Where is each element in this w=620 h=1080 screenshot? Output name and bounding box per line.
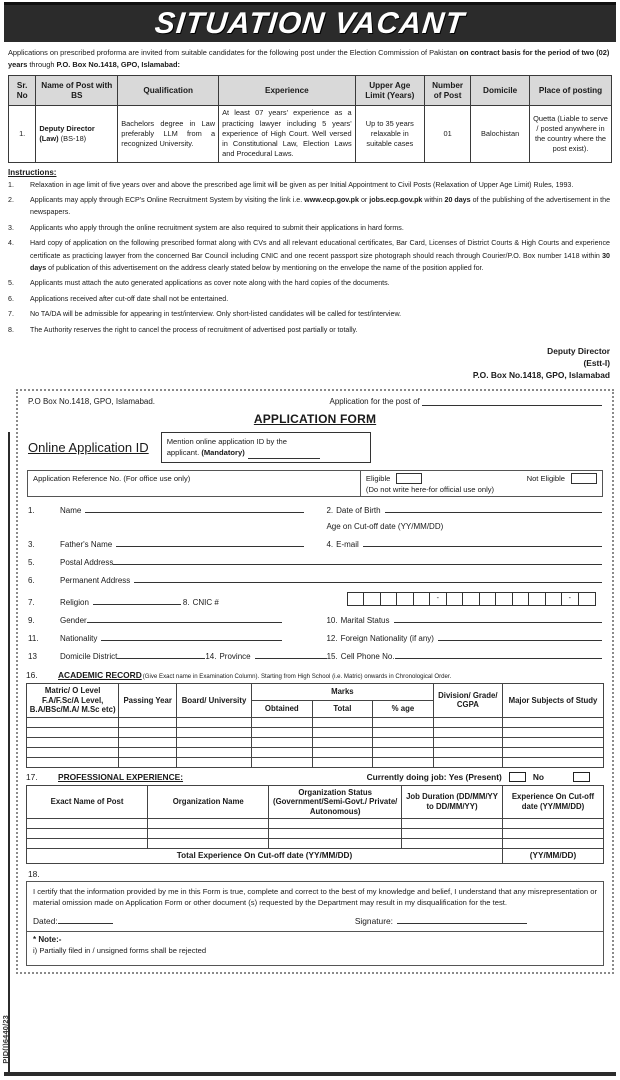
field-10-label: Marital Status xyxy=(340,616,390,626)
age-cutoff-label: Age on Cut-off date (YY/MM/DD) xyxy=(326,522,444,532)
section-17-title: PROFESSIONAL EXPERIENCE: xyxy=(58,771,184,782)
dated-input[interactable] xyxy=(58,915,113,924)
th-organization-name: Organization Name xyxy=(148,785,269,819)
application-reference-row xyxy=(27,470,603,497)
currently-doing-job-label: Currently doing job: Yes (Present) xyxy=(366,771,502,782)
field-15-number: 15. xyxy=(326,652,338,662)
field-fathers-name xyxy=(28,538,326,549)
th-major-subjects: Major Subjects of Study xyxy=(502,684,603,718)
exp-cell[interactable] xyxy=(148,819,269,829)
fathers-name-input[interactable] xyxy=(116,538,304,547)
table-row[interactable] xyxy=(27,747,604,757)
exp-cell[interactable] xyxy=(502,839,603,849)
academic-record-body xyxy=(27,717,604,767)
cnic-cell[interactable] xyxy=(447,593,464,605)
field-postal-address xyxy=(28,556,602,567)
postal-address-input[interactable] xyxy=(113,556,602,565)
intro-part2: through xyxy=(27,60,57,70)
form-top-row xyxy=(26,396,604,406)
cnic-cell[interactable] xyxy=(579,593,596,605)
instruction-number: 7. xyxy=(8,310,14,319)
eligible-checkbox[interactable] xyxy=(396,473,422,484)
note-item: i) Partially filed in / unsigned forms shall be rejected xyxy=(33,945,207,955)
exp-cell[interactable] xyxy=(502,819,603,829)
application-form xyxy=(16,389,614,974)
instruction-text: Applications received after cut-off date shall not be entertained. xyxy=(30,294,229,303)
list-item xyxy=(8,237,610,274)
permanent-address-input[interactable] xyxy=(134,574,602,583)
cnic-cell[interactable] xyxy=(546,593,563,605)
th-marks: Marks xyxy=(252,684,434,701)
dated-block xyxy=(33,915,113,926)
instruction-text: Applicants must attach the auto generated applications as cover note along with the hard copies of the documents. xyxy=(30,279,390,288)
cnic-cell[interactable] xyxy=(496,593,513,605)
dated-label: Dated: xyxy=(33,915,58,926)
table-row xyxy=(9,106,612,162)
field-email xyxy=(326,538,602,549)
acad-cell[interactable] xyxy=(27,757,119,767)
instruction-number: 6. xyxy=(8,294,14,303)
signoff-designation: Deputy Director xyxy=(547,346,610,356)
instr2-post: of the publishing of the advertisement in the newspapers. xyxy=(30,195,611,217)
currently-doing-job-no-checkbox[interactable] xyxy=(573,772,590,782)
table-row[interactable] xyxy=(27,839,604,849)
th-experience-on-cutoff: Experience On Cut-off date (YY/MM/DD) xyxy=(502,785,603,819)
exp-cell[interactable] xyxy=(502,829,603,839)
foreign-nationality-input[interactable] xyxy=(438,632,602,641)
experience-body xyxy=(27,819,604,864)
acad-cell[interactable] xyxy=(312,737,373,747)
field-7-number: 7. xyxy=(28,598,35,608)
acad-cell[interactable] xyxy=(373,727,434,737)
field-7-label: Religion xyxy=(60,598,89,608)
field-row-7-8 xyxy=(28,592,602,607)
cell-phone-input[interactable] xyxy=(395,650,602,659)
th-marks-total: Total xyxy=(312,700,373,717)
acad-cell[interactable] xyxy=(252,727,313,737)
list-item xyxy=(8,324,610,336)
field-11-number: 11. xyxy=(28,634,39,644)
total-experience-row xyxy=(27,849,604,864)
acad-cell[interactable] xyxy=(119,717,177,727)
cnic-cell[interactable] xyxy=(463,593,480,605)
th-experience: Experience xyxy=(219,76,356,106)
acad-cell[interactable] xyxy=(312,727,373,737)
intro-bold2: P.O. Box No.1418, GPO, Islamabad: xyxy=(56,60,181,70)
field-gender xyxy=(28,614,326,625)
acad-cell[interactable] xyxy=(27,727,119,737)
cnic-cell[interactable] xyxy=(348,593,365,605)
date-of-birth-input[interactable] xyxy=(385,504,602,513)
instr2-mid2: within xyxy=(422,195,445,204)
field-1-label: Name xyxy=(60,506,82,516)
marital-status-input[interactable] xyxy=(394,614,603,623)
table-row[interactable] xyxy=(27,829,604,839)
acad-cell[interactable] xyxy=(252,737,313,747)
dated-signature-row xyxy=(27,912,603,931)
note-block xyxy=(27,931,603,965)
online-application-id-label: Online Application ID xyxy=(28,439,149,455)
field-row-1-2 xyxy=(28,504,602,515)
applicant-fields xyxy=(26,497,604,661)
acad-cell[interactable] xyxy=(252,757,313,767)
acad-cell[interactable] xyxy=(433,737,502,747)
field-row-3-4 xyxy=(28,538,602,549)
acad-cell[interactable] xyxy=(373,737,434,747)
cell-upper-age: Up to 35 years relaxable in suitable cases xyxy=(355,106,424,162)
email-input[interactable] xyxy=(363,538,602,547)
th-place-of-posting: Place of posting xyxy=(530,76,612,106)
cnic-cell[interactable] xyxy=(364,593,381,605)
exp-cell[interactable] xyxy=(27,829,148,839)
acad-cell[interactable] xyxy=(502,727,603,737)
table-row[interactable] xyxy=(27,819,604,829)
acad-cell[interactable] xyxy=(502,757,603,767)
table-row[interactable] xyxy=(27,717,604,727)
list-item xyxy=(8,277,610,289)
acad-cell[interactable] xyxy=(373,757,434,767)
eligibility-line xyxy=(366,473,597,484)
vacancy-table xyxy=(8,75,612,162)
acad-cell[interactable] xyxy=(177,737,252,747)
cell-domicile: Balochistan xyxy=(471,106,530,162)
application-reference-label: Application Reference No. (For office use only) xyxy=(28,471,361,496)
field-5-number: 5. xyxy=(28,558,35,568)
exp-cell[interactable] xyxy=(27,839,148,849)
cnic-cell[interactable] xyxy=(414,593,431,605)
cell-post-name-bold: Deputy Director (Law) xyxy=(39,123,95,143)
online-application-id-box[interactable] xyxy=(161,432,371,464)
left-vertical-rule xyxy=(8,432,10,1072)
gender-input[interactable] xyxy=(87,614,283,623)
exp-cell[interactable] xyxy=(148,839,269,849)
online-id-note-line2 xyxy=(167,447,365,459)
note-title: * Note:- xyxy=(33,934,62,944)
cnic-cell[interactable] xyxy=(513,593,530,605)
instruction-text: Relaxation in age limit of five years over and above the prescribed age limit will be given as per Initial Appointment to Civil Posts (Relaxation of Upper Age Limit) Rules, 1993. xyxy=(30,180,574,189)
field-permanent-address xyxy=(28,574,602,585)
cnic-cell[interactable] xyxy=(397,593,414,605)
th-passing-year: Passing Year xyxy=(119,684,177,718)
instr2-pre: Applicants may apply through ECP's Online Recruitment System by visiting the link i.e. xyxy=(30,195,305,204)
field-3-number: 3. xyxy=(28,540,35,550)
instr2-link-jobs[interactable]: jobs.ecp.gov.pk xyxy=(369,195,423,204)
th-upper-age-limit: Upper Age Limit (Years) xyxy=(355,76,424,106)
acad-cell[interactable] xyxy=(177,747,252,757)
certification-box xyxy=(26,881,604,966)
instruction-number: 2. xyxy=(8,195,14,204)
post-of-input[interactable] xyxy=(422,397,602,406)
vacancy-table-header-row xyxy=(9,76,612,106)
exp-cell[interactable] xyxy=(402,819,503,829)
list-item xyxy=(8,308,610,320)
acad-cell[interactable] xyxy=(27,737,119,747)
page-title: APPLICATION FORM xyxy=(253,411,377,426)
eligible-label: Eligible xyxy=(365,474,391,484)
currently-doing-job-yes-checkbox[interactable] xyxy=(509,772,526,782)
online-id-note-2: applicant. xyxy=(166,448,202,458)
not-eligible-checkbox[interactable] xyxy=(571,473,597,484)
instruction-text xyxy=(30,237,610,274)
instruction-text xyxy=(30,194,610,219)
th-number-of-post: Number of Post xyxy=(424,76,470,106)
acad-cell[interactable] xyxy=(433,757,502,767)
instruction-number: 3. xyxy=(8,223,14,232)
acad-cell[interactable] xyxy=(119,727,177,737)
cell-experience: At least 07 years' experience as a practicing lawyer including 5 years' experience of High Court. Well versed in Constitutional Law, Election Laws and Procedural Laws. xyxy=(219,106,356,162)
pid-reference: PID(I)6440/23 xyxy=(1,1015,10,1064)
currently-doing-job-no-label: No xyxy=(532,771,544,782)
banner-title: SITUATION VACANT xyxy=(153,6,467,40)
field-14-label: Province xyxy=(219,652,251,662)
field-4-number: 4. xyxy=(326,540,334,550)
online-id-mandatory: (Mandatory) xyxy=(201,448,245,458)
cell-post-scale: (BS-18) xyxy=(60,133,87,143)
field-9-number: 9. xyxy=(28,616,35,626)
bottom-rule xyxy=(4,1072,616,1076)
cnic-cell[interactable] xyxy=(381,593,398,605)
field-12-number: 12. xyxy=(326,634,338,644)
field-1-number: 1. xyxy=(28,506,35,516)
signoff-section: (Estt-I) xyxy=(583,358,610,369)
academic-header-row-1 xyxy=(27,684,604,701)
th-name-of-post: Name of Post with BS xyxy=(36,76,118,106)
th-job-duration: Job Duration (DD/MM/YY to DD/MM/YY) xyxy=(402,785,503,819)
advertisement-page xyxy=(0,2,620,1080)
instr4-days: 30 days xyxy=(30,251,610,272)
field-13-number: 13 xyxy=(28,652,37,662)
instruction-text: Applicants who apply through the online recruitment system are also required to submit their applications in hard forms. xyxy=(30,223,404,232)
signature-block xyxy=(355,915,597,926)
acad-cell[interactable] xyxy=(27,717,119,727)
exp-cell[interactable] xyxy=(269,819,402,829)
situation-vacant-banner xyxy=(4,2,616,42)
online-id-note-line1: Mention online application ID by the xyxy=(166,436,287,446)
th-sr-no: Sr. No xyxy=(9,76,36,106)
official-use-note: (Do not write here-for official use only) xyxy=(365,485,495,495)
field-row-13-14-15 xyxy=(28,650,602,661)
cell-number-of-post: 01 xyxy=(424,106,470,162)
acad-cell[interactable] xyxy=(177,757,252,767)
section-17-heading xyxy=(26,768,604,785)
section-16-heading xyxy=(26,668,604,683)
post-of-row xyxy=(329,397,602,406)
list-item xyxy=(8,293,610,305)
not-eligible-label: Not Eligible xyxy=(526,474,566,484)
religion-input[interactable] xyxy=(93,596,181,605)
age-cutoff-wrap xyxy=(326,522,602,531)
instr2-days: 20 days xyxy=(444,195,471,204)
acad-cell[interactable] xyxy=(312,757,373,767)
cnic-input[interactable] xyxy=(347,592,597,606)
instr2-mid1: or xyxy=(358,195,370,204)
acad-cell[interactable] xyxy=(433,747,502,757)
th-organization-status: Organization Status (Government/Semi-Govt./ Private/ Autonomous) xyxy=(269,785,402,819)
field-marital-status xyxy=(326,614,602,625)
section-16-note: (Give Exact name in Examination Column). Starting from High School (i.e. Matric) onwards in Chronological Order. xyxy=(142,673,452,681)
instruction-text: No TA/DA will be admissible for appearing in test/interview. Only short-listed candidates will be called for test/interview. xyxy=(30,310,402,319)
instr4-post: of publication of this advertisement on the address clearly stated below by mentioning on the envelope the name of the position applied for. xyxy=(46,263,484,272)
exp-cell[interactable] xyxy=(148,829,269,839)
signoff-address: P.O. Box No.1418, GPO, Islamabad xyxy=(472,370,610,381)
acad-cell[interactable] xyxy=(502,717,603,727)
cnic-cell[interactable] xyxy=(480,593,497,605)
field-6-label: Permanent Address xyxy=(60,576,131,586)
cell-place-of-posting: Quetta (Liable to serve / posted anywhere in the country where the post exist). xyxy=(530,106,612,162)
field-14-number: 14. xyxy=(205,652,217,662)
acad-cell[interactable] xyxy=(27,747,119,757)
signoff-block xyxy=(0,339,620,385)
intro-part1: Applications on prescribed proforma are invited from suitable candidates for the following post under the Election Commission of Pakistan xyxy=(8,48,460,57)
post-of-label: Application for the post of xyxy=(329,396,420,406)
age-cutoff-row xyxy=(28,522,602,531)
exp-cell[interactable] xyxy=(27,819,148,829)
instructions-heading: Instructions: xyxy=(8,167,57,177)
online-id-input[interactable] xyxy=(248,451,320,459)
th-exam-name: Matric/ O Level F.A/F.Sc/A Level, B.A/BSc/M.A/ M.Sc etc) xyxy=(27,684,119,718)
acad-cell[interactable] xyxy=(433,717,502,727)
intro-bold1: on contract basis for the period of two (02) years xyxy=(8,48,610,70)
acad-cell[interactable] xyxy=(252,717,313,727)
field-2-number: 2. xyxy=(326,506,334,516)
acad-cell[interactable] xyxy=(119,747,177,757)
exp-cell[interactable] xyxy=(269,829,402,839)
acad-cell[interactable] xyxy=(502,737,603,747)
table-row[interactable] xyxy=(27,737,604,747)
section-16-number: 16. xyxy=(26,670,38,681)
field-8-number: 8. xyxy=(182,598,190,608)
acad-cell[interactable] xyxy=(433,727,502,737)
eligibility-block xyxy=(361,471,602,496)
form-box-address: P.O Box No.1418, GPO, Islamabad. xyxy=(28,396,156,406)
cell-post-name xyxy=(36,106,118,162)
list-item xyxy=(8,194,610,219)
acad-cell[interactable] xyxy=(373,747,434,757)
field-11-label: Nationality xyxy=(60,634,98,644)
academic-record-table xyxy=(26,683,604,768)
professional-experience-table xyxy=(26,785,604,865)
field-row-11-12 xyxy=(28,632,602,643)
acad-cell[interactable] xyxy=(177,727,252,737)
th-marks-percent: % age xyxy=(373,700,434,717)
exp-cell[interactable] xyxy=(402,829,503,839)
section-18-number: 18. xyxy=(28,869,40,880)
th-division-grade-cgpa: Division/ Grade/ CGPA xyxy=(433,684,502,718)
field-row-9-10 xyxy=(28,614,602,625)
name-input[interactable] xyxy=(85,504,304,513)
field-row-5 xyxy=(28,556,602,567)
certification-text: I certify that the information provided by me in this Form is true, complete and correct to the best of my knowledge and belief, I understand that any misrepresentation or material omission made on Application Form or other document (s) requested by the Department may result in my disqualification for the test. xyxy=(33,887,597,908)
exp-cell[interactable] xyxy=(269,839,402,849)
domicile-district-input[interactable] xyxy=(117,650,205,659)
field-12-label: Foreign Nationality (if any) xyxy=(340,634,434,644)
field-15-label: Cell Phone No. xyxy=(340,652,395,662)
table-row[interactable] xyxy=(27,727,604,737)
online-application-id-row xyxy=(26,430,604,468)
table-row[interactable] xyxy=(27,757,604,767)
total-experience-label: Total Experience On Cut-off date (YY/MM/DD) xyxy=(27,849,503,864)
field-date-of-birth xyxy=(326,504,602,515)
acad-cell[interactable] xyxy=(119,757,177,767)
section-17-number: 17. xyxy=(26,771,38,782)
field-foreign-nationality xyxy=(326,632,602,643)
signature-input[interactable] xyxy=(397,915,527,924)
field-9-label: Gender xyxy=(60,616,87,626)
nationality-input[interactable] xyxy=(101,632,282,641)
cnic-wrapper xyxy=(219,592,602,606)
list-item xyxy=(8,179,610,191)
instruction-text: The Authority reserves the right to cancel the process of recruitment of advertised post partially or totally. xyxy=(30,325,358,334)
field-6-number: 6. xyxy=(28,576,35,586)
acad-cell[interactable] xyxy=(119,737,177,747)
list-item xyxy=(8,222,610,234)
cell-sr-no: 1. xyxy=(9,106,36,162)
acad-cell[interactable] xyxy=(373,717,434,727)
th-domicile: Domicile xyxy=(471,76,530,106)
field-10-number: 10. xyxy=(326,616,338,626)
acad-cell[interactable] xyxy=(177,717,252,727)
experience-header-row xyxy=(27,785,604,819)
th-marks-obtained: Obtained xyxy=(252,700,313,717)
instruction-number: 5. xyxy=(8,279,14,288)
signature-label: Signature: xyxy=(354,915,393,926)
th-board-university: Board/ University xyxy=(177,684,252,718)
field-5-label: Postal Address xyxy=(60,558,114,568)
field-4-label: E-mail xyxy=(336,540,359,550)
instruction-number: 4. xyxy=(8,239,14,248)
intro-paragraph xyxy=(0,42,620,75)
province-input[interactable] xyxy=(255,650,327,659)
cell-qualification: Bachelors degree in Law preferably LLM from a recognized University. xyxy=(118,106,219,162)
instruction-number: 1. xyxy=(8,180,14,189)
field-3-label: Father's Name xyxy=(60,540,113,550)
instr2-link-ecp[interactable]: www.ecp.gov.pk xyxy=(304,195,359,204)
field-2-label: Date of Birth xyxy=(336,506,381,516)
field-name xyxy=(28,504,326,515)
total-experience-value[interactable]: (YY/MM/DD) xyxy=(502,849,603,864)
acad-cell[interactable] xyxy=(252,747,313,757)
acad-cell[interactable] xyxy=(312,717,373,727)
cnic-separator: - xyxy=(562,593,579,605)
instructions-list xyxy=(0,179,620,336)
currently-doing-job-block xyxy=(367,772,604,782)
field-row-6 xyxy=(28,574,602,585)
field-8-label: CNIC # xyxy=(192,598,219,608)
acad-cell[interactable] xyxy=(312,747,373,757)
acad-cell[interactable] xyxy=(502,747,603,757)
field-13-label: Domicile District xyxy=(60,652,118,662)
cnic-cell[interactable] xyxy=(529,593,546,605)
th-exact-name-of-post: Exact Name of Post xyxy=(27,785,148,819)
section-16-title: ACADEMIC RECORD xyxy=(58,670,142,681)
th-qualification: Qualification xyxy=(118,76,219,106)
cnic-separator: - xyxy=(430,593,447,605)
exp-cell[interactable] xyxy=(402,839,503,849)
instruction-number: 8. xyxy=(8,325,14,334)
instr4-pre: Hard copy of application on the following prescribed format along with CVs and all relevant educational certificates, Bar Card, Licenses of District Courts & High Courts and experience certificate as practicing lawyer from the concerned Bar Council including CNIC and one recent passport size photograph should reach through Courier/P.O. Box number 1418 within xyxy=(30,239,610,260)
field-nationality xyxy=(28,632,326,643)
